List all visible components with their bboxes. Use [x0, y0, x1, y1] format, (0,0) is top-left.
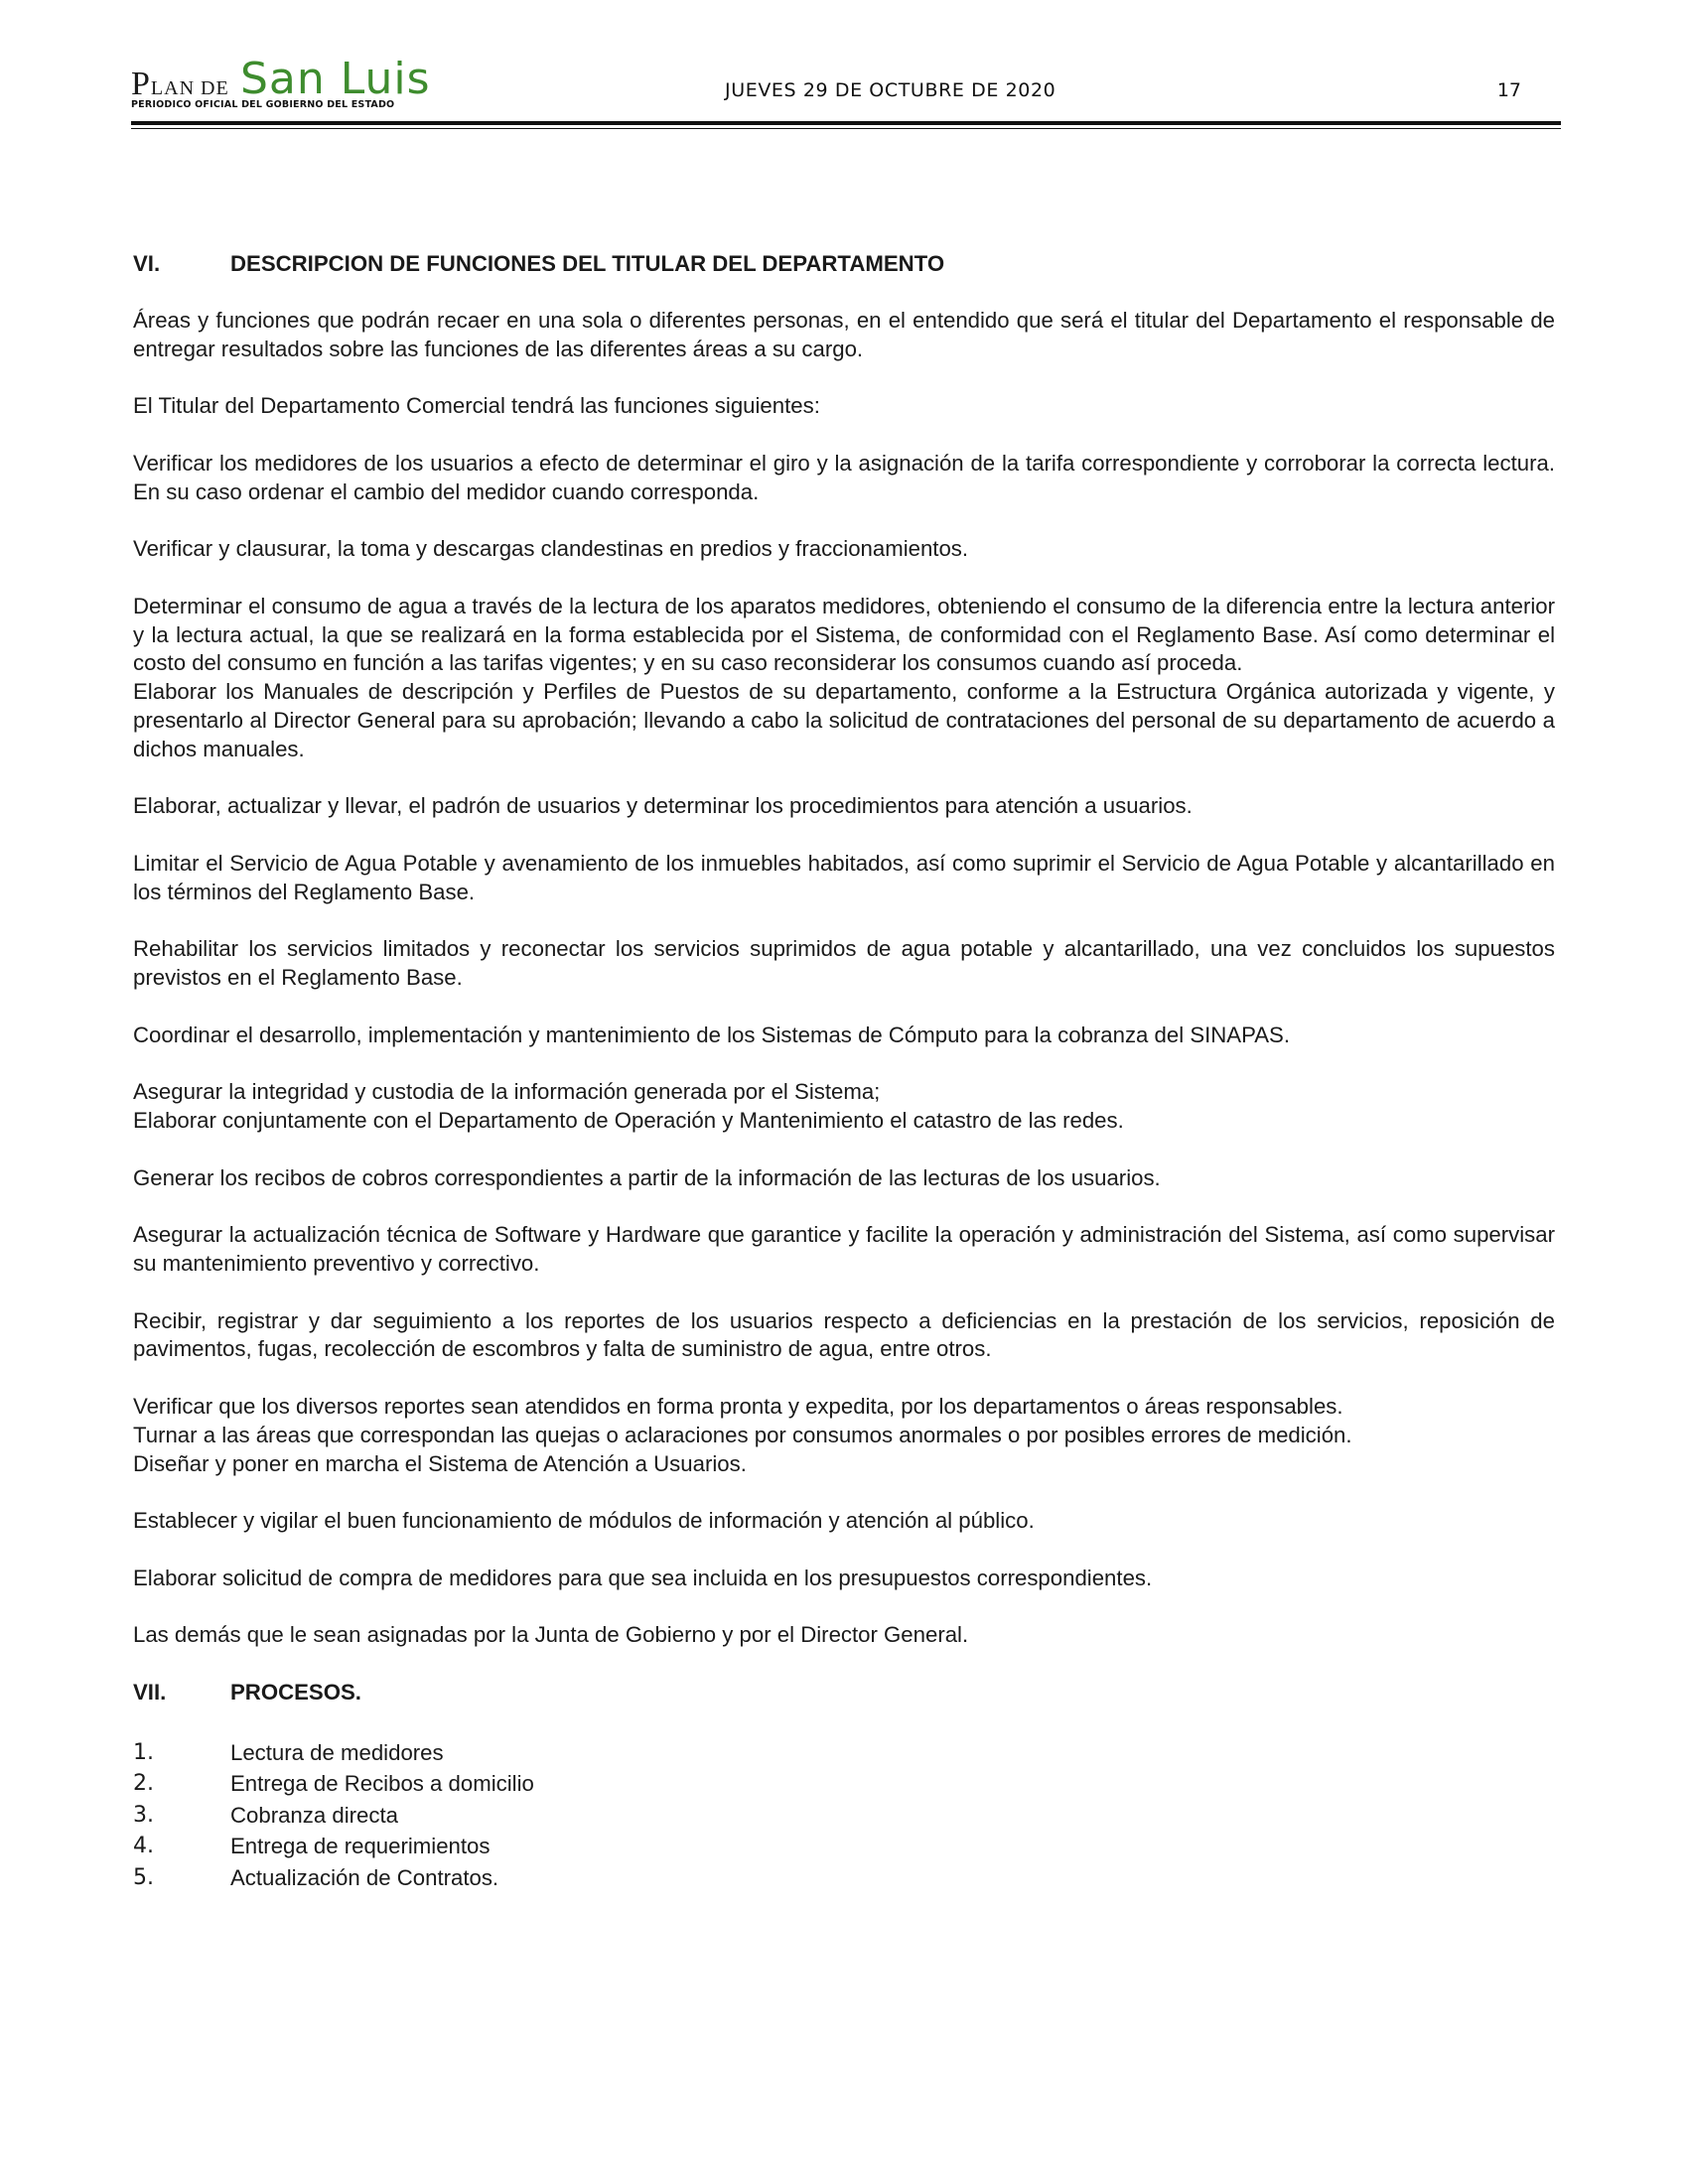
- header-rule-thin: [131, 128, 1561, 129]
- paragraph: Asegurar la actualización técnica de Software y Hardware que garantice y facilite la operación y administración del Sistema, así como supervisar su mantenimiento preventivo y correctivo.: [133, 1222, 1555, 1277]
- paragraph: Elaborar conjuntamente con el Departamento de Operación y Mantenimiento el catastro de las redes.: [133, 1108, 1124, 1134]
- logo-prefix: PLAN DE: [131, 66, 229, 102]
- page-number: 17: [1496, 79, 1521, 101]
- list-item: [133, 1862, 1555, 1894]
- paragraph: Las demás que le sean asignadas por la Junta de Gobierno y por el Director General.: [133, 1622, 969, 1648]
- newspaper-logo: [131, 54, 479, 113]
- list-item-number: 3.: [133, 1802, 154, 1828]
- section-title: PROCESOS.: [230, 1680, 361, 1706]
- paragraph: Diseñar y poner en marcha el Sistema de Atención a Usuarios.: [133, 1450, 747, 1476]
- logo-subtitle: PERIODICO OFICIAL DEL GOBIERNO DEL ESTADO: [131, 99, 395, 110]
- paragraph: Elaborar solicitud de compra de medidores para que sea incluida en los presupuestos correspondientes.: [133, 1565, 1153, 1590]
- paragraph: Recibir, registrar y dar seguimiento a los reportes de los usuarios respecto a deficiencias en la prestación de los servicios, reposición de pavimentos, fugas, recolección de escombros y falta de suministro de agua, entre otros.: [133, 1307, 1555, 1362]
- section-heading: [133, 1679, 1555, 1707]
- paragraph: Turnar a las áreas que correspondan las quejas o aclaraciones por consumos anormales o por posibles errores de medición.: [133, 1422, 1352, 1447]
- section-heading: [133, 250, 1555, 279]
- page-header: [131, 52, 1561, 131]
- paragraph: Elaborar los Manuales de descripción y Perfiles de Puestos de su departamento, conforme a la Estructura Orgánica autorizada y vigente, y presentarlo al Director General para su aprobación; llevando a cabo la solicitud de contrataciones del personal de su departamento de acuerdo a dichos manuales.: [133, 679, 1555, 761]
- section-title: DESCRIPCION DE FUNCIONES DEL TITULAR DEL DEPARTAMENTO: [230, 251, 945, 276]
- paragraph: Coordinar el desarrollo, implementación y mantenimiento de los Sistemas de Cómputo para la cobranza del SINAPAS.: [133, 1022, 1291, 1047]
- paragraph: El Titular del Departamento Comercial tendrá las funciones siguientes:: [133, 393, 820, 419]
- paragraph: Generar los recibos de cobros correspondientes a partir de la información de las lecturas de los usuarios.: [133, 1164, 1161, 1190]
- section-number: VII.: [133, 1680, 167, 1706]
- list-item-text: Entrega de requerimientos: [230, 1834, 491, 1859]
- paragraph: Asegurar la integridad y custodia de la información generada por el Sistema;: [133, 1079, 881, 1105]
- paragraph: Rehabilitar los servicios limitados y reconectar los servicios suprimidos de agua potable y alcantarillado, una vez concluidos los supuestos previstos en el Reglamento Base.: [133, 936, 1555, 991]
- list-item-text: Entrega de Recibos a domicilio: [230, 1771, 534, 1797]
- section-number: VI.: [133, 251, 161, 276]
- list-item: [133, 1768, 1555, 1800]
- list-item-number: 2.: [133, 1771, 154, 1797]
- header-rule-thick: [131, 121, 1561, 125]
- paragraph: Verificar los medidores de los usuarios a efecto de determinar el giro y la asignación de la tarifa correspondiente y corroborar la correcta lectura. En su caso ordenar el cambio del medidor cuando corresponda.: [133, 450, 1555, 504]
- process-list: [133, 1737, 1555, 1894]
- issue-date: JUEVES 29 DE OCTUBRE DE 2020: [725, 79, 1056, 101]
- list-item-text: Actualización de Contratos.: [230, 1864, 499, 1890]
- list-item-number: 5.: [133, 1864, 154, 1890]
- list-item: [133, 1800, 1555, 1832]
- list-item-text: Cobranza directa: [230, 1802, 398, 1828]
- document-body: [133, 250, 1555, 1893]
- list-item-number: 4.: [133, 1834, 154, 1859]
- paragraph: Establecer y vigilar el buen funcionamiento de módulos de información y atención al público.: [133, 1508, 1035, 1534]
- paragraph: Áreas y funciones que podrán recaer en una sola o diferentes personas, en el entendido que será el titular del Departamento el responsable de entregar resultados sobre las funciones de las diferentes áreas a su cargo.: [133, 307, 1555, 361]
- logo-name: San Luis: [240, 54, 431, 104]
- paragraph: Verificar que los diversos reportes sean atendidos en forma pronta y expedita, por los departamentos o áreas responsables.: [133, 1394, 1343, 1420]
- list-item: [133, 1737, 1555, 1769]
- paragraph: Determinar el consumo de agua a través de la lectura de los aparatos medidores, obteniendo el consumo de la diferencia entre la lectura anterior y la lectura actual, la que se realizará en la forma establecida por el Sistema, de conformidad con el Reglamento Base. Así como determinar el costo del consumo en función a las tarifas vigentes; y en su caso reconsiderar los consumos cuando así proceda.: [133, 593, 1555, 676]
- list-item-number: 1.: [133, 1739, 154, 1765]
- list-item: [133, 1831, 1555, 1862]
- paragraph: Elaborar, actualizar y llevar, el padrón de usuarios y determinar los procedimientos para atención a usuarios.: [133, 793, 1193, 819]
- paragraph: Verificar y clausurar, la toma y descargas clandestinas en predios y fraccionamientos.: [133, 536, 969, 562]
- list-item-text: Lectura de medidores: [230, 1739, 444, 1765]
- paragraph: Limitar el Servicio de Agua Potable y avenamiento de los inmuebles habitados, así como suprimir el Servicio de Agua Potable y alcantarillado en los términos del Reglamento Base.: [133, 850, 1555, 904]
